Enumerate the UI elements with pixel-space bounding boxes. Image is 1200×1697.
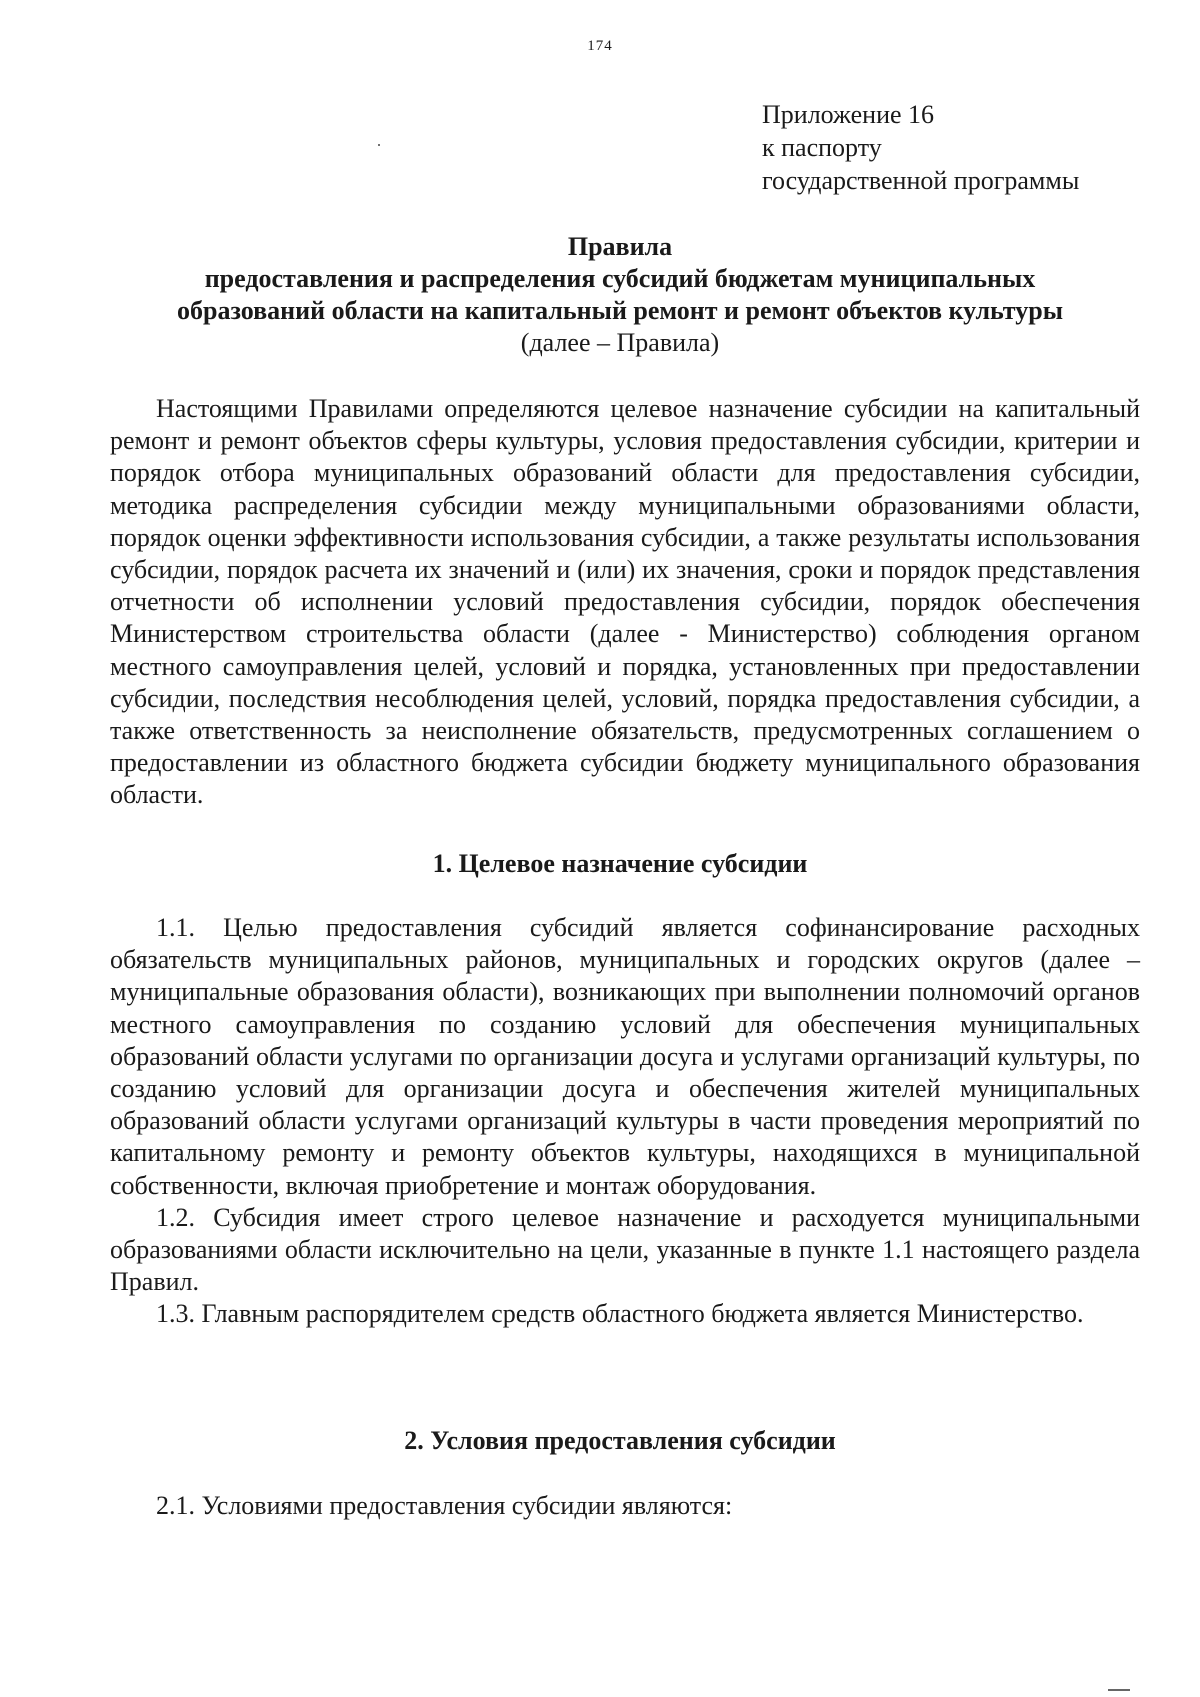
intro-paragraph: Настоящими Правилами определяются целевое назначение субсидии на капитальный ремонт и ремонт объектов сферы культуры, условия предоставления субсидии, критерии и порядок отбора муниципальных образований области для предоставления субсидии, методика распределения субсидии между муниципальными образованиями области, порядок оценки эффективности использования субсидии, а также результаты использования субсидии, порядок расчета их значений и (или) их значения, сроки и порядок представления отчетности об исполнении условий предоставления субсидии, порядок обеспечения Министерством строительства области (далее - Министерство) соблюдения органом местного самоуправления целей, условий и порядка, установленных при предоставлении субсидии, последствия несоблюдения целей, условий, порядка предоставления субсидии, а также ответственность за неисполнение обязательств, предусмотренных соглашением о предоставлении из областного бюджета субсидии бюджету муниципального образования области.: [110, 394, 1140, 810]
paragraph-1-3: 1.3. Главным распорядителем средств областного бюджета является Министерство.: [156, 1299, 1084, 1329]
appendix-header: [762, 98, 1079, 197]
section-1-body: [110, 912, 1140, 1331]
section-2-heading: 2. Условия предоставления субсидии: [404, 1426, 836, 1455]
paragraph-2-1: 2.1. Условиями предоставления субсидии являются:: [156, 1491, 733, 1520]
title-sub-line-2: образований области на капитальный ремонт и ремонт объектов культуры: [177, 296, 1063, 325]
appendix-line-3: государственной программы: [762, 166, 1080, 195]
scan-corner-mark: [1108, 1689, 1130, 1697]
document-title: [0, 231, 1200, 359]
page-number: 174: [587, 38, 613, 54]
title-main: Правила: [567, 232, 673, 261]
title-sub-line-1: предоставления и распределения субсидий бюджетам муниципальных: [204, 264, 1036, 293]
section-2-body: [110, 1490, 1140, 1522]
section-1-heading: 1. Целевое назначение субсидии: [432, 849, 808, 878]
paragraph-1-1: 1.1. Целью предоставления субсидий является софинансирование расходных обязательств муниципальных районов, муниципальных и городских округов (далее – муниципальные образования области), возникающих при выполнении полномочий органов местного самоуправления по созданию условий для обеспечения муниципальных образований области услугами по организации досуга и услугами организаций культуры, по созданию условий для организации досуга и обеспечения жителей муниципальных образований области услугами организаций культуры в части проведения мероприятий по капитальному ремонту и ремонту объектов культуры, находящихся в муниципальной собственности, включая приобретение и монтаж оборудования.: [110, 913, 1140, 1200]
scan-speck: [378, 144, 380, 146]
intro-section: [110, 393, 1140, 812]
appendix-line-2: к паспорту: [762, 133, 882, 162]
title-note: (далее – Правила): [520, 328, 720, 357]
appendix-line-1: Приложение 16: [762, 100, 935, 129]
paragraph-1-2: 1.2. Субсидия имеет строго целевое назначение и расходуется муниципальными образованиями области исключительно на цели, указанные в пункте 1.1 настоящего раздела Правил.: [110, 1202, 1140, 1297]
